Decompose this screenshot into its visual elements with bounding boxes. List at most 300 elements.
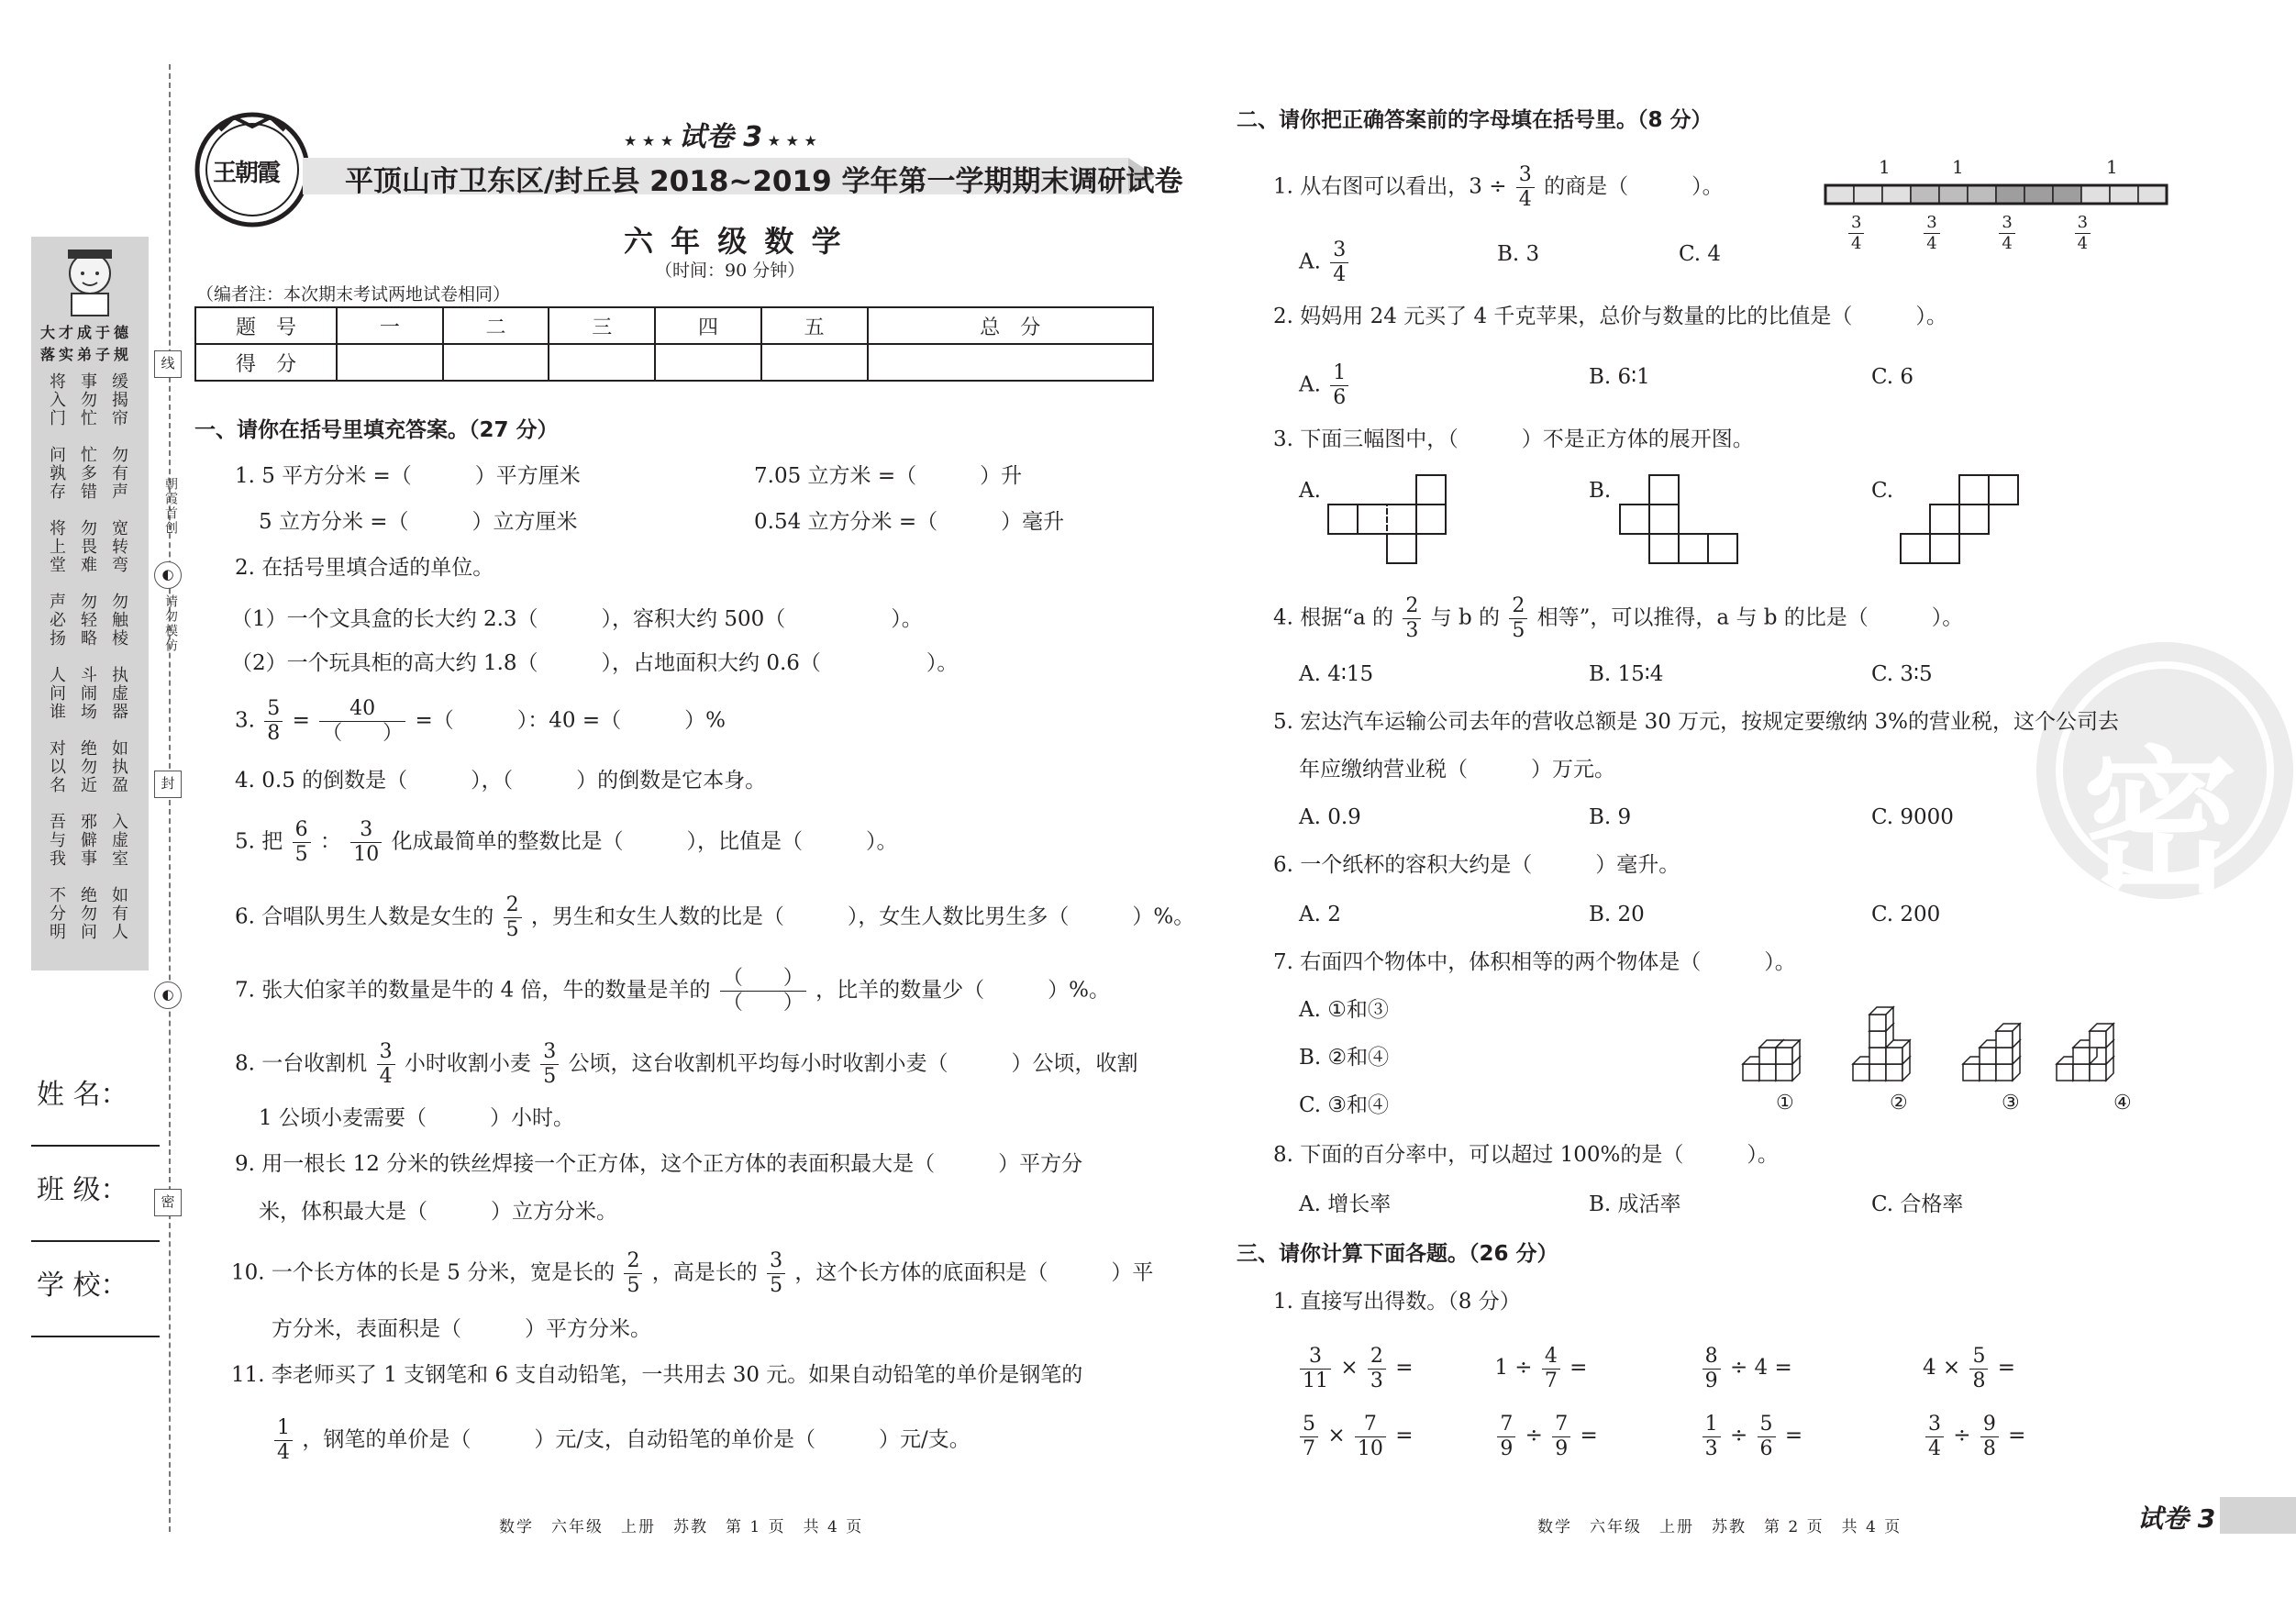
calc-2-1-b-num: 7 — [1355, 1414, 1386, 1437]
bar-frac-4-num: 3 — [2075, 215, 2091, 234]
cube-net-c — [1901, 475, 2084, 567]
calc-2-4-a — [1925, 1414, 1944, 1459]
s1-q6-frac-num: 2 — [504, 895, 522, 918]
s2-q1-optA-label: A. — [1299, 250, 1321, 274]
s2-q2-optA-label: A. — [1299, 372, 1321, 397]
footer-badge: 试卷 3 — [2137, 1503, 2216, 1534]
s1-q5-frac1-den: 5 — [294, 843, 308, 866]
score-input-2[interactable] — [443, 344, 549, 381]
s1-q8-frac2-num: 3 — [540, 1042, 559, 1065]
calc-2-3-a-num: 1 — [1703, 1414, 1721, 1437]
s1-q3-frac — [264, 699, 283, 744]
s1-q5-frac2 — [350, 820, 382, 865]
s2-q6: 6. 一个纸杯的容积大约是（ ）毫升。 — [1273, 853, 1680, 877]
bar-cell — [2110, 185, 2138, 204]
s1-q2: 2. 在括号里填合适的单位。 — [235, 556, 494, 580]
s2-q1-optA-num: 3 — [1330, 240, 1348, 263]
motto-column: 勿轻略 — [78, 593, 97, 648]
calc-1-4 — [1923, 1345, 2015, 1392]
bar-cell — [2024, 185, 2053, 204]
s2-q4-frac1 — [1403, 596, 1421, 641]
calc-1-3-a — [1703, 1344, 1721, 1392]
s2-q6-optC: C. 200 — [1871, 903, 1941, 926]
s1-q3 — [235, 699, 726, 744]
calc-2-1-a-num: 5 — [1300, 1414, 1318, 1437]
score-input-5[interactable] — [761, 344, 868, 381]
s1-q8-frac2 — [540, 1042, 559, 1087]
motto-column: 对以名 — [47, 739, 66, 794]
score-cell-2: 二 — [443, 307, 549, 344]
s2-q5-optA: A. 0.9 — [1299, 805, 1361, 829]
s1-q10-frac1-den: 5 — [627, 1274, 640, 1297]
bar-cell — [2081, 185, 2110, 204]
s2-q1-frac — [1516, 165, 1535, 210]
s1-q4: 4. 0.5 的倒数是（ ），（ ）的倒数是它本身。 — [235, 769, 767, 793]
motto-column: 人问谁 — [47, 666, 66, 721]
class-field[interactable] — [31, 1240, 160, 1242]
calc-1-3-a-den: 9 — [1704, 1369, 1718, 1392]
s2-q7-optC: C. ③和④ — [1299, 1093, 1390, 1117]
calc-1-1-b — [1368, 1344, 1386, 1392]
s2-q1 — [1273, 165, 1724, 210]
bar-cell — [1854, 185, 1882, 204]
s2-q8: 8. 下面的百分率中，可以超过 100%的是（ ）。 — [1273, 1143, 1779, 1167]
s1-q7-pre: 7. 张大伯家羊的数量是牛的 4 倍，牛的数量是羊的 — [235, 978, 711, 1003]
cut-mark-xian: 线 — [154, 350, 182, 378]
calc-2-1-b-den: 10 — [1357, 1436, 1383, 1460]
calc-2-2-a-num: 7 — [1497, 1414, 1515, 1437]
bar-bottom-labels — [1846, 215, 2093, 252]
s1-q1c: 5 立方分米 =（ ）立方厘米 — [259, 510, 578, 534]
s2-q5-optC: C. 9000 — [1871, 805, 1954, 829]
calc-2-4-a-den: 4 — [1927, 1436, 1941, 1460]
cube-net-b — [1620, 475, 1803, 567]
motto-column: 将入门 — [47, 372, 66, 427]
s1-q5 — [235, 820, 898, 865]
s1-q7-frac — [720, 969, 806, 1014]
s2-q5-optB: B. 9 — [1589, 805, 1632, 829]
s2-q3-optB: B. — [1589, 479, 1612, 503]
s1-q3-frac-num: 5 — [264, 699, 283, 722]
s1-q10-frac1-num: 2 — [624, 1251, 642, 1274]
exam-time: （时间：90 分钟） — [655, 261, 805, 281]
s2-q4-mid: 与 b 的 — [1430, 605, 1501, 630]
s2-q7: 7. 右面四个物体中，体积相等的两个物体是（ ）。 — [1273, 950, 1796, 974]
calc-2-3-op: ÷ — [1729, 1424, 1748, 1447]
cube-fig-label-4: ④ — [2113, 1092, 2132, 1115]
cut-mark-circle-2: ◐ — [154, 981, 182, 1009]
s2-q5: 5. 宏达汽车运输公司去年的营收总额是 30 万元，按规定要缴纳 3%的营业税，这个公司去 — [1273, 710, 2119, 734]
bar-cell — [1882, 185, 1911, 204]
s2-q1-optC: C. 4 — [1679, 242, 1722, 266]
calc-row-2 — [1297, 1413, 2025, 1459]
footer-badge-bg — [2220, 1497, 2296, 1534]
cut-mark-feng: 封 — [154, 771, 182, 798]
s1-q8-frac1-num: 3 — [377, 1042, 395, 1065]
s2-q4-pre: 4. 根据“a 的 — [1273, 605, 1394, 630]
s1-q9-line2: 米，体积最大是（ ）立方分米。 — [259, 1200, 617, 1224]
s1-q6-frac — [504, 895, 522, 940]
calc-2-1-op: × — [1327, 1424, 1346, 1447]
motto-column: 如执盈 — [109, 739, 128, 794]
s1-q11: 11. 李老师买了 1 支钢笔和 6 支自动铅笔，一共用去 30 元。如果自动铅笔的单价是钢笔的 — [231, 1363, 1083, 1387]
school-field[interactable] — [31, 1336, 160, 1337]
name-field[interactable] — [31, 1145, 160, 1147]
bar-frac-1-num: 3 — [1848, 215, 1864, 234]
s1-q8-frac2-den: 5 — [543, 1065, 557, 1088]
section1-heading: 一、请你在括号里填充答案。（27 分） — [194, 418, 559, 442]
motto-column: 勿有声 — [109, 446, 128, 501]
calc-1-1 — [1297, 1345, 1488, 1392]
s2-q1-frac-num: 3 — [1516, 165, 1535, 188]
cube-fig-label-3: ③ — [2002, 1092, 2020, 1115]
cut-mark-circle-1: ◐ — [154, 561, 182, 589]
cube-stack-figures — [1739, 993, 2124, 1093]
exam-title: 平顶山市卫东区/封丘县 2018~2019 学年第一学期期末调研试卷 — [345, 165, 1183, 198]
s2-q2-optC: C. 6 — [1871, 365, 1914, 389]
s1-q10-mid: ，高是长的 — [651, 1260, 758, 1285]
s2-q1-pre: 1. 从右图可以看出，3 ÷ — [1273, 174, 1507, 199]
student-figure-icon — [31, 237, 149, 319]
cube-net-a — [1328, 475, 1512, 567]
s1-q7-rest: ，比羊的数量少（ ）%。 — [815, 978, 1111, 1003]
score-table — [194, 306, 1154, 382]
calc-2-3-a-den: 3 — [1704, 1436, 1718, 1460]
s1-q6-rest: ，男生和女生人数的比是（ ），女生人数比男生多（ ）%。 — [530, 904, 1195, 929]
calc-1-1-eq: = — [1395, 1356, 1414, 1380]
calc-1-3-a-num: 8 — [1703, 1347, 1721, 1370]
s1-q5-frac2-num: 3 — [350, 820, 382, 843]
motto-column: 不分明 — [47, 886, 66, 941]
s1-q10-frac2 — [767, 1251, 785, 1296]
section2-heading: 二、请你把正确答案前的字母填在括号里。（8 分） — [1237, 108, 1713, 132]
calc-2-4-a-num: 3 — [1925, 1414, 1944, 1437]
s3-q1: 1. 直接写出得数。（8 分） — [1273, 1290, 1521, 1314]
sidebar-panel — [31, 237, 149, 970]
s1-q8-rest: 公顷，这台收割机平均每小时收割小麦（ ）公顷，收割 — [568, 1051, 1138, 1076]
s1-q5-colon: ： — [319, 829, 341, 854]
cube-fig-label-2: ② — [1890, 1092, 1908, 1115]
s2-q4-frac1-den: 3 — [1405, 619, 1419, 642]
bar-bottom-frac-4 — [2075, 215, 2091, 252]
s2-q2-optA-num: 1 — [1330, 363, 1348, 386]
calc-2-2-b-den: 9 — [1555, 1436, 1569, 1460]
s2-q4-frac2-den: 5 — [1512, 619, 1525, 642]
s2-q1-optA-frac — [1330, 240, 1348, 285]
motto-column: 斗闹场 — [78, 666, 97, 721]
s1-q8-line2: 1 公顷小麦需要（ ）小时。 — [259, 1106, 574, 1130]
bar-frac-4-den: 4 — [2077, 234, 2089, 253]
score-cell-3: 三 — [549, 307, 655, 344]
s1-q6 — [235, 895, 1194, 940]
calc-1-1-b-num: 2 — [1368, 1347, 1386, 1370]
bar-top-label-1: 1 — [1879, 156, 1891, 178]
s1-q7-frac-den: （ ） — [722, 992, 804, 1015]
calc-1-1-a — [1300, 1344, 1331, 1392]
s2-q2-optB: B. 6∶1 — [1589, 365, 1650, 389]
score-input-3[interactable] — [549, 344, 655, 381]
s1-q8-frac1 — [377, 1042, 395, 1087]
motto-column: 吾与我 — [47, 813, 66, 868]
motto-column: 事勿忙 — [78, 372, 97, 427]
calc-2-1 — [1297, 1413, 1488, 1459]
motto-column: 勿畏难 — [78, 519, 97, 574]
motto-column: 邪僻事 — [78, 813, 97, 868]
star-deco-right: ★ ★ ★ — [762, 132, 817, 150]
s2-q4 — [1273, 596, 1963, 641]
bar-frac-3-num: 3 — [1999, 215, 2014, 234]
class-label: 班 级： — [37, 1174, 128, 1206]
calc-2-2-b — [1552, 1414, 1570, 1459]
motto-column: 勿触棱 — [109, 593, 128, 648]
calc-2-3-b — [1758, 1414, 1776, 1459]
calc-2-4-eq: = — [2008, 1424, 2026, 1447]
s2-q4-optB: B. 15∶4 — [1589, 662, 1664, 686]
s1-q11-rest: ，钢笔的单价是（ ）元/支，自动铅笔的单价是（ ）元/支。 — [302, 1427, 971, 1452]
school-label: 学 校： — [37, 1270, 128, 1302]
s1-q2-2: （2）一个玩具柜的高大约 1.8（ ），占地面积大约 0.6（ ）。 — [231, 651, 959, 675]
calc-1-2-b-den: 7 — [1544, 1369, 1558, 1392]
score-input-1[interactable] — [337, 344, 443, 381]
s1-q8-pre: 8. 一台收割机 — [235, 1051, 368, 1076]
s1-q9: 9. 用一根长 12 分米的铁丝焊接一个正方体，这个正方体的表面积最大是（ ）平方分 — [235, 1152, 1083, 1176]
s1-q5-frac2-den: 10 — [353, 843, 380, 866]
calc-2-4-op: ÷ — [1953, 1424, 1971, 1447]
s2-q4-frac1-num: 2 — [1403, 596, 1421, 619]
s2-q7-optA: A. ①和③ — [1299, 998, 1389, 1022]
s1-q1a: 1. 5 平方分米 =（ ）平方厘米 — [235, 464, 581, 488]
score-cell-1: 一 — [337, 307, 443, 344]
s1-q8-frac1-den: 4 — [379, 1065, 393, 1088]
s1-q3-frac2 — [319, 699, 405, 744]
calc-1-4-eq: = — [1997, 1356, 2016, 1380]
motto-column: 声必扬 — [47, 593, 66, 648]
score-input-4[interactable] — [655, 344, 761, 381]
star-deco-left: ★ ★ ★ — [624, 132, 679, 150]
calc-2-3-eq: = — [1784, 1424, 1803, 1447]
s2-q7-optB: B. ②和④ — [1299, 1046, 1390, 1070]
s1-q3-eq: = — [292, 708, 310, 733]
score-cell-label: 题 号 — [195, 307, 337, 344]
calc-1-3 — [1700, 1345, 1916, 1392]
editor-note: （编者注：本次期末考试两地试卷相同） — [196, 284, 511, 305]
calc-row-1 — [1297, 1345, 2015, 1392]
calc-2-4 — [1923, 1413, 2026, 1459]
s1-q8-mid: 小时收割小麦 — [404, 1051, 531, 1076]
s2-q1-frac-den: 4 — [1518, 188, 1532, 211]
s1-q3-frac-den: 8 — [267, 722, 281, 745]
s2-q8-optB: B. 成活率 — [1589, 1192, 1681, 1216]
s1-q11-frac — [274, 1418, 293, 1463]
bar-top-label-2: 1 — [1952, 156, 1964, 178]
s1-q3-frac2-num: 40 — [319, 699, 405, 722]
s2-q2: 2. 妈妈用 24 元买了 4 千克苹果，总价与数量的比的比值是（ ）。 — [1273, 305, 1947, 328]
subject-title: 六 年 级 数 学 — [624, 224, 845, 259]
s2-q2-optA — [1299, 363, 1351, 408]
s1-q5-frac1 — [293, 820, 311, 865]
s1-q2-1: （1）一个文具盒的长大约 2.3（ ），容积大约 500（ ）。 — [231, 607, 923, 631]
calc-1-1-b-den: 3 — [1370, 1369, 1383, 1392]
cut-vertical-2: 请勿模仿 — [163, 594, 178, 653]
calc-2-4-b-den: 8 — [1982, 1436, 1996, 1460]
calc-2-2-eq: = — [1580, 1424, 1598, 1447]
calc-2-1-a-den: 7 — [1303, 1436, 1315, 1460]
s1-q11-frac-den: 4 — [277, 1441, 290, 1464]
s1-q10 — [231, 1251, 1153, 1296]
s2-q6-optB: B. 20 — [1589, 903, 1645, 926]
s1-q10-frac2-num: 3 — [767, 1251, 785, 1274]
s1-q1b: 7.05 立方米 =（ ）升 — [754, 464, 1023, 488]
s2-q5-line2: 年应缴纳营业税（ ）万元。 — [1299, 758, 1615, 782]
motto-column: 宽转弯 — [109, 519, 128, 574]
motto-column: 问孰存 — [47, 446, 66, 501]
calc-2-2-b-num: 7 — [1552, 1414, 1570, 1437]
paper-number — [624, 114, 817, 154]
s2-q2-optA-frac — [1330, 363, 1348, 408]
score-cell-5: 五 — [761, 307, 868, 344]
s1-q3-rest: =（ ）：40 =（ ）% — [415, 708, 726, 733]
calc-1-2 — [1494, 1345, 1692, 1392]
calc-1-4-lead: 4 × — [1922, 1356, 1961, 1380]
s2-q3-optC: C. — [1871, 479, 1894, 503]
calc-1-4-b-num: 5 — [1969, 1347, 1988, 1370]
score-table-header-row — [195, 307, 1153, 344]
watermark-glyph: 密 — [2082, 733, 2239, 915]
brand-logo-text: 王朝霞 — [213, 160, 280, 187]
motto-column: 绝勿近 — [78, 739, 97, 794]
score-table-score-row — [195, 344, 1153, 381]
bar-bottom-frac-3 — [1999, 215, 2014, 252]
bar-frac-2-den: 4 — [1926, 234, 1937, 253]
s1-q7-frac-num: （ ） — [720, 969, 806, 992]
calc-2-2-a-den: 9 — [1500, 1436, 1514, 1460]
s1-q5-rest: 化成最简单的整数比是（ ），比值是（ ）。 — [391, 829, 898, 854]
section3-heading: 三、请你计算下面各题。（26 分） — [1237, 1242, 1558, 1266]
bar-cell — [1939, 185, 1968, 204]
calc-1-2-eq: = — [1569, 1356, 1588, 1380]
s1-q10-rest: ，这个长方体的底面积是（ ）平 — [794, 1260, 1154, 1285]
bar-top-label-3: 1 — [2106, 156, 2118, 178]
bar-frac-1-den: 4 — [1851, 234, 1862, 253]
s1-q7 — [235, 969, 1110, 1014]
unit-cube — [1869, 1007, 1893, 1031]
s1-q11-frac-num: 1 — [274, 1418, 293, 1441]
s1-q8 — [235, 1042, 1138, 1087]
s1-q5-pre: 5. 把 — [235, 829, 283, 854]
calc-2-2 — [1494, 1413, 1692, 1459]
bar-bottom-frac-1 — [1848, 215, 1864, 252]
bar-cell — [2138, 185, 2167, 204]
s2-q2-optA-den: 6 — [1333, 386, 1347, 409]
s2-q1-optB: B. 3 — [1497, 242, 1540, 266]
s2-q3-optA: A. — [1299, 479, 1321, 503]
footer-left: 数学 六年级 上册 苏教 第 1 页 共 4 页 — [499, 1518, 864, 1536]
motto-top-2: 落实弟子规 — [40, 346, 133, 363]
motto-column: 入虚室 — [109, 813, 128, 868]
s1-q5-frac1-num: 6 — [293, 820, 311, 843]
bar-bottom-frac-2 — [1924, 215, 1939, 252]
calc-2-3-a — [1703, 1414, 1721, 1459]
calc-1-3-tail: ÷ 4 = — [1729, 1356, 1792, 1380]
motto-column: 忙多错 — [78, 446, 97, 501]
calc-2-4-b-num: 9 — [1980, 1414, 1999, 1437]
calc-1-2-b — [1542, 1344, 1560, 1392]
bar-cell — [1825, 185, 1854, 204]
score-cell-4: 四 — [655, 307, 761, 344]
s1-q6-pre: 6. 合唱队男生人数是女生的 — [235, 904, 494, 929]
calc-2-1-eq: = — [1395, 1424, 1414, 1447]
cut-vertical-1: 朝霞首创 — [163, 477, 178, 536]
bar-cell — [1968, 185, 1996, 204]
calc-2-3-b-num: 5 — [1758, 1414, 1776, 1437]
unit-cube — [1776, 1040, 1800, 1064]
paper-number-text: 试卷 3 — [678, 121, 763, 153]
score-input-total[interactable] — [868, 344, 1153, 381]
s1-q1d: 0.54 立方分米 =（ ）毫升 — [754, 510, 1065, 534]
motto-column: 执虚器 — [109, 666, 128, 721]
bar-frac-3-den: 4 — [2002, 234, 2013, 253]
calc-1-2-b-num: 4 — [1542, 1347, 1560, 1370]
score-cell-total: 总 分 — [868, 307, 1153, 344]
calc-2-1-a — [1300, 1414, 1318, 1459]
s2-q8-optC: C. 合格率 — [1871, 1192, 1964, 1216]
s2-q4-frac2-num: 2 — [1509, 596, 1527, 619]
s1-q11-line2 — [272, 1418, 971, 1463]
bar-cell — [1996, 185, 2024, 204]
bar-frac-2-num: 3 — [1924, 215, 1939, 234]
left-cut-line — [169, 64, 171, 1532]
calc-1-1-a-den: 11 — [1303, 1369, 1328, 1392]
calc-1-1-a-num: 3 — [1300, 1347, 1331, 1370]
motto-column: 绝勿问 — [78, 886, 97, 941]
s1-q10-pre: 10. 一个长方体的长是 5 分米，宽是长的 — [231, 1260, 616, 1285]
calc-2-1-b — [1355, 1414, 1386, 1459]
score-row-label: 得 分 — [195, 344, 337, 381]
s2-q4-rest: 相等”，可以推得，a 与 b 的比是（ ）。 — [1536, 605, 1964, 630]
s1-q6-frac-den: 5 — [505, 918, 519, 941]
motto-column: 将上堂 — [47, 519, 66, 574]
s2-q1-rest: 的商是（ ）。 — [1544, 174, 1724, 199]
calc-2-3 — [1700, 1413, 1916, 1459]
s1-q3-prefix: 3. — [235, 708, 255, 733]
footer-right: 数学 六年级 上册 苏教 第 2 页 共 4 页 — [1537, 1518, 1902, 1536]
unit-cube — [2090, 1024, 2113, 1048]
s2-q6-optA: A. 2 — [1299, 903, 1341, 926]
s2-q1-optA-den: 4 — [1333, 263, 1347, 286]
s2-q4-optC: C. 3∶5 — [1871, 662, 1933, 686]
s2-q1-optA — [1299, 240, 1351, 285]
bar-cell — [2053, 185, 2081, 204]
s2-q4-optA: A. 4∶15 — [1299, 662, 1374, 686]
calc-2-2-a — [1497, 1414, 1515, 1459]
s2-q4-frac2 — [1509, 596, 1527, 641]
motto-column: 缓揭帘 — [109, 372, 128, 427]
calc-2-3-b-den: 6 — [1759, 1436, 1773, 1460]
motto-column: 如有人 — [109, 886, 128, 941]
calc-2-4-b — [1980, 1414, 1999, 1459]
calc-1-4-b — [1969, 1344, 1988, 1392]
cut-mark-mi: 密 — [154, 1189, 182, 1216]
calc-1-2-lead: 1 ÷ — [1494, 1356, 1533, 1380]
s1-q3-frac2-den: （ ） — [322, 722, 404, 745]
name-label: 姓 名： — [37, 1079, 128, 1111]
s1-q10-frac2-den: 5 — [770, 1274, 783, 1297]
calc-1-4-b-den: 8 — [1972, 1369, 1986, 1392]
bar-cell — [1911, 185, 1939, 204]
unit-cube — [1996, 1024, 2020, 1048]
s2-q3: 3. 下面三幅图中，（ ）不是正方体的展开图。 — [1273, 427, 1754, 451]
s1-q10-frac1 — [624, 1251, 642, 1296]
